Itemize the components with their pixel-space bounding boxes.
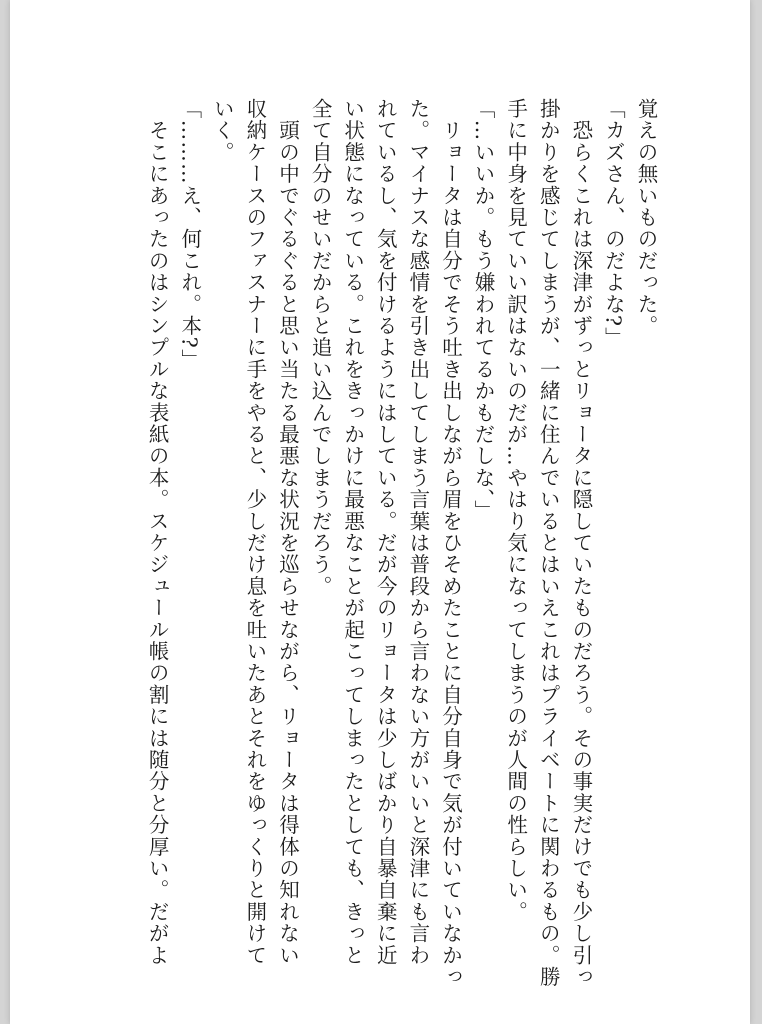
text-line: いく。	[210, 98, 235, 164]
text-line: 恐らくこれは深津がずっとリョータに隠していたものだろう。その事実だけでも少し引っ	[568, 98, 593, 988]
text-line: 「………え、何これ。本?」	[177, 98, 202, 371]
text-line: 「…いいか。もう嫌われてるかもだしな、」	[471, 98, 496, 522]
text-line: 掛かりを感じてしまうが、一緒に住んでいるとはいえこれはプライベートに関わるもの。勝	[536, 98, 561, 988]
text-line: 全て自分のせいだからと追い込んでしまうだろう。	[308, 98, 333, 598]
text-line: そこにあったのはシンプルな表紙の本。スケジュール帳の割には随分と分厚い。だがよ	[145, 98, 170, 966]
text-line: い状態になっている。これをきっかけに最悪なことが起こってしまったとしても、きっと	[340, 98, 365, 966]
text-line: 「カズさん、のだよな?」	[601, 98, 626, 349]
text-line: れているし、気を付けるようにはしている。だが今のリョータは少しばかり自暴自棄に近	[373, 98, 398, 966]
text-line: リョータは自分でそう吐き出しながら眉をひそめたことに自分自身で気が付いていなかっ	[438, 98, 463, 988]
text-line: 頭の中でぐるぐると思い当たる最悪な状況を巡らせながら、リョータは得体の知れない	[275, 98, 300, 966]
book-page	[10, 0, 750, 1024]
text-line: 手に中身を見ていい訳はないのだが…やはり気になってしまうのが人間の性らしい。	[503, 98, 528, 923]
vertical-text-body	[141, 98, 663, 988]
text-line: 覚えの無いものだった。	[634, 98, 658, 337]
text-line: た。マイナスな感情を引き出してしまう言葉は普段から言わない方がいいと深津にも言わ	[405, 98, 430, 966]
text-line: 収納ケースのファスナーに手をやると、少しだけ息を吐いたあとそれをゆっくりと開けて	[242, 98, 267, 966]
